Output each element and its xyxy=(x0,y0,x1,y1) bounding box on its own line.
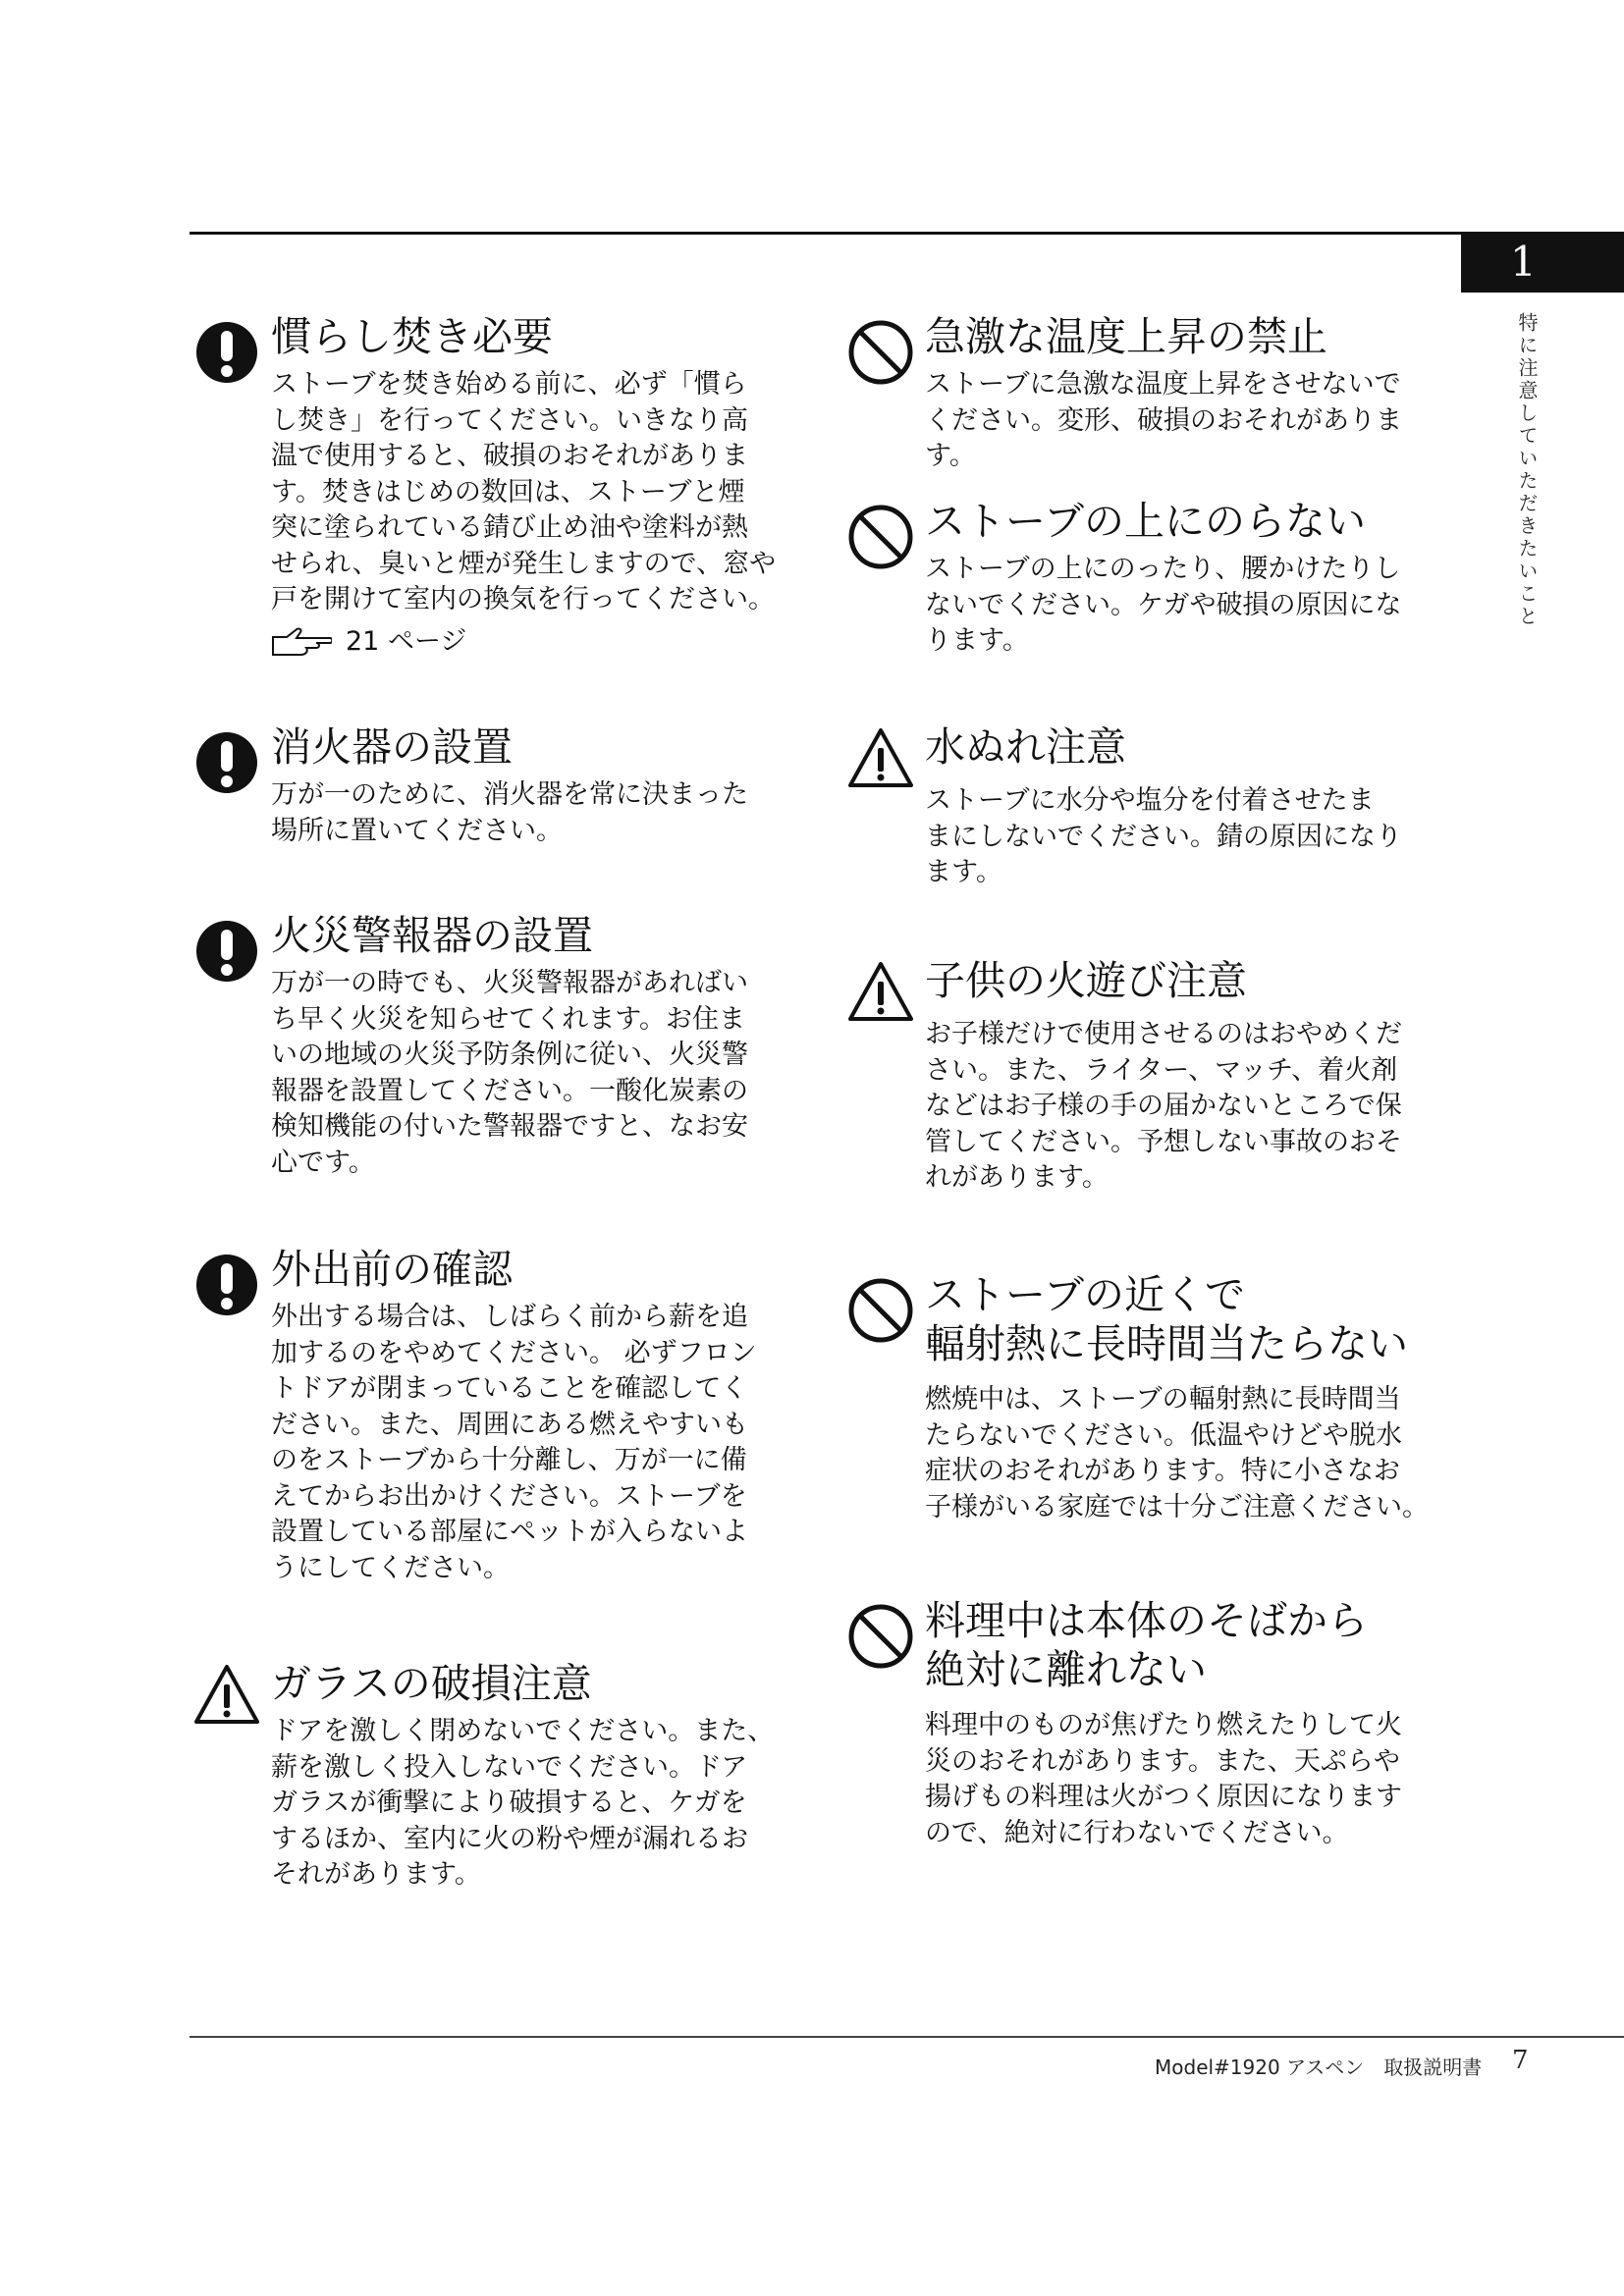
section-title-line2: 輻射熱に長時間当たらない xyxy=(925,1320,1408,1367)
footer-model-title: Model#1920 アスペン 取扱説明書 xyxy=(1155,2056,1483,2079)
section-body: 万が一のために、消火器を常に決まった 場所に置いてください。 xyxy=(271,779,748,846)
section-title: 子供の火遊び注意 xyxy=(925,957,1247,1004)
exclamation-icon xyxy=(192,318,261,387)
section-body: 万が一の時でも、火災警報器があればい ち早く火災を知らせてくれます。お住ま いの地域の火災予防条例に従い、火災警 報器を設置してください。一酸化炭素の 検知機能の付いた警報器ですと、なお安 心です。 xyxy=(271,968,748,1178)
section-body: ストーブに急激な温度上昇をさせないで ください。変形、破損のおそれがあります。 xyxy=(925,369,1402,471)
section-title: ガラスの破損注意 xyxy=(271,1660,592,1707)
section-body: 料理中のものが焦げたり燃えたりして火 災のおそれがあります。また、天ぷらや 揚げもの料理は火がつく原因になります ので、絶対に行わないでください。 xyxy=(925,1710,1402,1848)
section-body: お子様だけで使用させるのはおやめくだ さい。また、ライター、マッチ、着火剤 などはお子様の手の届かないところで保 管してください。予想しない事故のおそ れがあります。 xyxy=(925,1019,1402,1193)
section-body: 外出する場合は、しばらく前から薪を追 加するのをやめてください。 必ずフロン トドアが閉まっていることを確認してく ださい。また、周囲にある燃えやすいも のをストーブから十分離し、万が一に備 えてからお出かけください。ストーブを 設置している部屋にペットが入らないよ うにしてください。 xyxy=(271,1302,757,1583)
section-body: ドアを激しく閉めないでください。また、 薪を激しく投入しないでください。ドア ガラスが衝撃により破損すると、ケガを するほか、室内に火の粉や煙が漏れるお それがあります。 xyxy=(271,1716,775,1890)
top-rule xyxy=(189,232,1624,235)
section-body: ストーブに水分や塩分を付着させたま まにしないでください。錆の原因になり ます。 xyxy=(925,785,1402,887)
exclamation-icon xyxy=(192,1251,261,1319)
bottom-rule xyxy=(189,2036,1624,2038)
section-title: 消火器の設置 xyxy=(271,723,513,771)
warning-triangle-icon xyxy=(846,958,915,1027)
chapter-number-tab: 1 xyxy=(1461,232,1624,293)
exclamation-icon xyxy=(192,917,261,986)
prohibition-icon xyxy=(846,318,915,387)
section-title: 慣らし焚き必要 xyxy=(271,313,553,360)
chapter-side-label: 特に注意していただきたいこと xyxy=(1515,312,1539,628)
exclamation-icon xyxy=(192,728,261,797)
warning-triangle-icon xyxy=(192,1661,261,1730)
warning-triangle-icon xyxy=(846,724,915,793)
section-title: 外出前の確認 xyxy=(271,1246,513,1293)
section-title: 急激な温度上昇の禁止 xyxy=(925,313,1327,360)
section-body: 燃焼中は、ストーブの輻射熱に長時間当 たらないでください。低温やけどや脱水 症状のおそれがあります。特に小さなお 子様がいる家庭では十分ご注意ください。 xyxy=(925,1384,1429,1522)
page-reference[interactable] xyxy=(271,624,466,660)
section-title-line1: ストーブの近くで xyxy=(925,1271,1245,1318)
page-number: 7 xyxy=(1512,2046,1529,2075)
section-title: 水ぬれ注意 xyxy=(925,723,1126,771)
section-title: ストーブの上にのらない xyxy=(925,498,1366,545)
pointing-hand-icon xyxy=(271,627,332,657)
prohibition-icon xyxy=(846,503,915,571)
section-body: ストーブの上にのったり、腰かけたりし ないでください。ケガや破損の原因にな ります。 xyxy=(925,554,1402,656)
section-title-line2: 絶対に離れない xyxy=(925,1646,1207,1693)
prohibition-icon xyxy=(846,1602,915,1671)
section-title-line1: 料理中は本体のそばから xyxy=(925,1597,1368,1644)
section-title: 火災警報器の設置 xyxy=(271,912,593,959)
prohibition-icon xyxy=(846,1276,915,1345)
page-reference-text: 21 ページ xyxy=(346,626,467,657)
section-body: ストーブを焚き始める前に、必ず「慣ら し焚き」を行ってください。いきなり高 温で使用すると、破損のおそれがありま す。焚きはじめの数回は、ストーブと煙 突に塗られている錆び止め油や塗料が熱 せられ、臭いと煙が発生しますので、窓や 戸を開けて室内の換気を行ってください。 xyxy=(271,369,777,614)
